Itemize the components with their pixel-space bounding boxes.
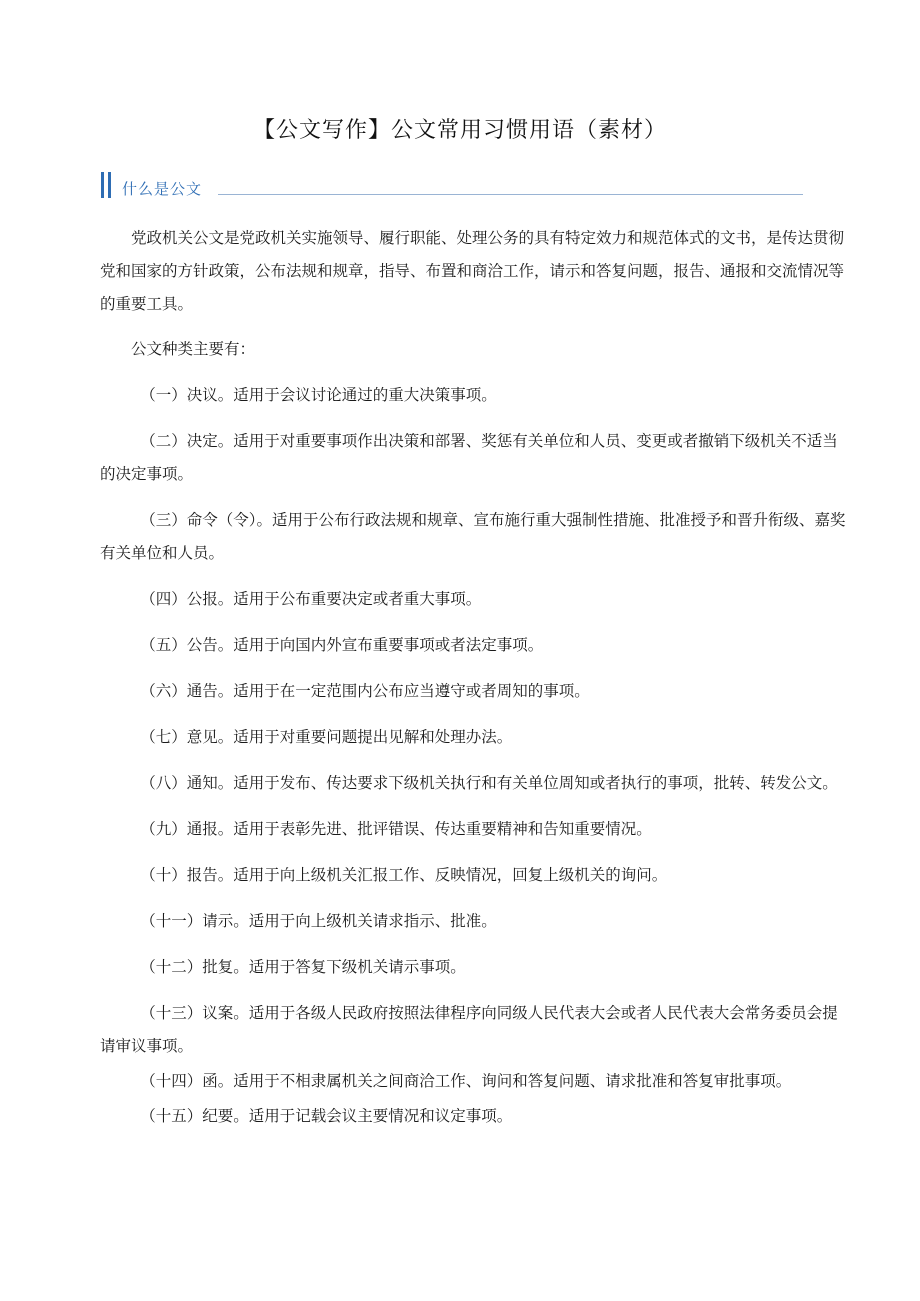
list-item: （六）通告。适用于在一定范围内公布应当遵守或者周知的事项。 [140,682,590,700]
section-label: 什么是公文 [122,180,203,198]
list-item: （十）报告。适用于向上级机关汇报工作、反映情况，回复上级机关的询问。 [140,866,668,884]
intro-paragraph: 党政机关公文是党政机关实施领导、履行职能、处理公务的具有特定效力和规范体式的文书，是传达贯彻党和国家的方针政策，公布法规和规章，指导、布置和商洽工作，请示和答复问题，报告、通报和交流情况等的重要工具。 [100,229,845,313]
list-item: （八）通知。适用于发布、传达要求下级机关执行和有关单位周知或者执行的事项，批转、转发公文。 [140,774,838,792]
list-item: （三）命令（令）。适用于公布行政法规和规章、宣布施行重大强制性措施、批准授予和晋升衔级、嘉奖有关单位和人员。 [100,511,846,562]
list-item: （一）决议。适用于会议讨论通过的重大决策事项。 [140,386,497,404]
list-lead-paragraph: 公文种类主要有： [131,340,256,358]
list-item: （十一）请示。适用于向上级机关请求指示、批准。 [140,912,497,930]
document-title: 【公文写作】公文常用习惯用语（素材） [252,118,667,143]
list-item: （十四）函。适用于不相隶属机关之间商洽工作、询问和答复问题、请求批准和答复审批事项。 [140,1072,792,1090]
list-item: （五）公告。适用于向国内外宣布重要事项或者法定事项。 [140,636,544,654]
list-item: （七）意见。适用于对重要问题提出见解和处理办法。 [140,728,513,746]
list-item: （二）决定。适用于对重要事项作出决策和部署、奖惩有关单位和人员、变更或者撤销下级机关不适当的决定事项。 [100,432,838,483]
list-item: （十二）批复。适用于答复下级机关请示事项。 [140,958,466,976]
document-body [100,222,850,1146]
list-item: （十五）纪要。适用于记载会议主要情况和议定事项。 [140,1107,513,1125]
list-item: （十三）议案。适用于各级人民政府按照法律程序向同级人民代表大会或者人民代表大会常务委员会提请审议事项。 [100,1004,838,1055]
section-bar-icon [100,172,112,198]
section-heading [100,170,803,200]
list-item: （九）通报。适用于表彰先进、批评错误、传达重要精神和告知重要情况。 [140,820,652,838]
list-item: （四）公报。适用于公布重要决定或者重大事项。 [140,590,482,608]
section-divider [218,194,803,195]
